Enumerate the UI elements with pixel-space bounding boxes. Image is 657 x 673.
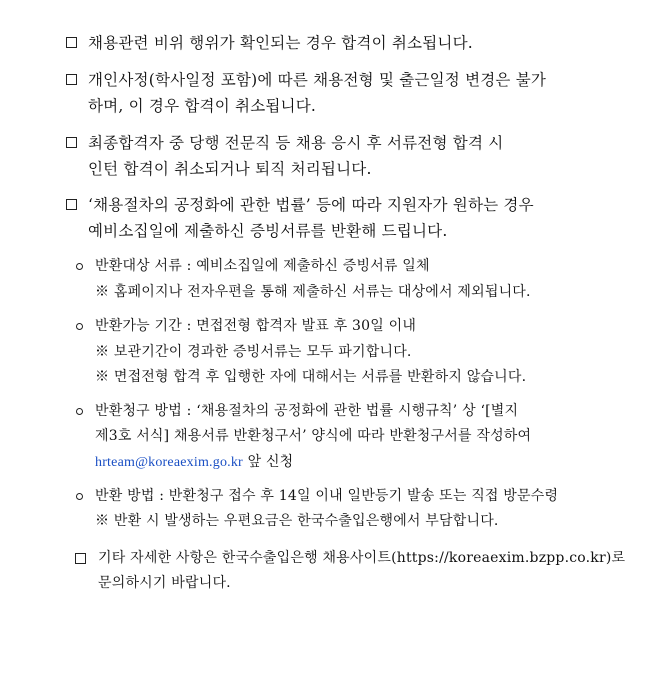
bullet-circle-icon [76,493,83,500]
notice-item-4-line-2: 예비소집일에 제출하신 증빙서류를 반환해 드립니다. [88,222,448,240]
return-request-method-line-2: 제3호 서식] 채용서류 반환청구서’ 양식에 따라 반환청구서를 작성하여 [95,428,532,444]
email-link[interactable]: hrteam@koreaexim.go.kr [95,455,243,470]
notice-item-1: 채용관련 비위 행위가 확인되는 경우 합격이 취소됩니다. [88,34,473,52]
return-target-note: ※ 홈페이지나 전자우편을 통해 제출하신 서류는 대상에서 제외됩니다. [95,284,531,300]
return-period-note-1: ※ 보관기간이 경과한 증빙서류는 모두 파기합니다. [95,344,412,360]
checkbox-icon [66,74,77,85]
checkbox-icon [75,553,86,564]
return-target-docs: 반환대상 서류 : 예비소집일에 제출하신 증빙서류 일체 [95,258,430,274]
checkbox-icon [66,37,77,48]
bullet-circle-icon [76,408,83,415]
notice-item-3-line-2: 인턴 합격이 취소되거나 퇴직 처리됩니다. [88,160,372,178]
return-period-note-2: ※ 면접전형 합격 후 입행한 자에 대해서는 서류를 반환하지 않습니다. [95,369,527,385]
return-method-note: ※ 반환 시 발생하는 우편요금은 한국수출입은행에서 부담합니다. [95,513,499,529]
return-request-method-line-3 [95,452,293,473]
return-request-method-line-1: 반환청구 방법 : ‘채용절차의 공정화에 관한 법률 시행규칙’ 상 ‘[별지 [95,403,519,419]
notice-item-3-line-1: 최종합격자 중 당행 전문직 등 채용 응시 후 서류전형 합격 시 [88,134,504,152]
notice-item-2-line-1: 개인사정(학사일정 포함)에 따른 채용전형 및 출근일정 변경은 불가 [88,71,547,89]
bullet-circle-icon [76,263,83,270]
email-suffix: 앞 신청 [242,454,294,470]
checkbox-icon [66,199,77,210]
notice-item-4-line-1: ‘채용절차의 공정화에 관한 법률’ 등에 따라 지원자가 원하는 경우 [88,196,534,214]
return-method: 반환 방법 : 반환청구 접수 후 14일 이내 일반등기 발송 또는 직접 방문수령 [95,488,559,504]
contact-info-line-1: 기타 자세한 사항은 한국수출입은행 채용사이트(https://koreaexim.bzpp.co.kr)로 [98,550,626,566]
return-period: 반환가능 기간 : 면접전형 합격자 발표 후 30일 이내 [95,318,417,334]
checkbox-icon [66,137,77,148]
contact-info-line-2: 문의하시기 바랍니다. [98,575,231,591]
notice-item-2-line-2: 하며, 이 경우 합격이 취소됩니다. [88,97,317,115]
bullet-circle-icon [76,323,83,330]
